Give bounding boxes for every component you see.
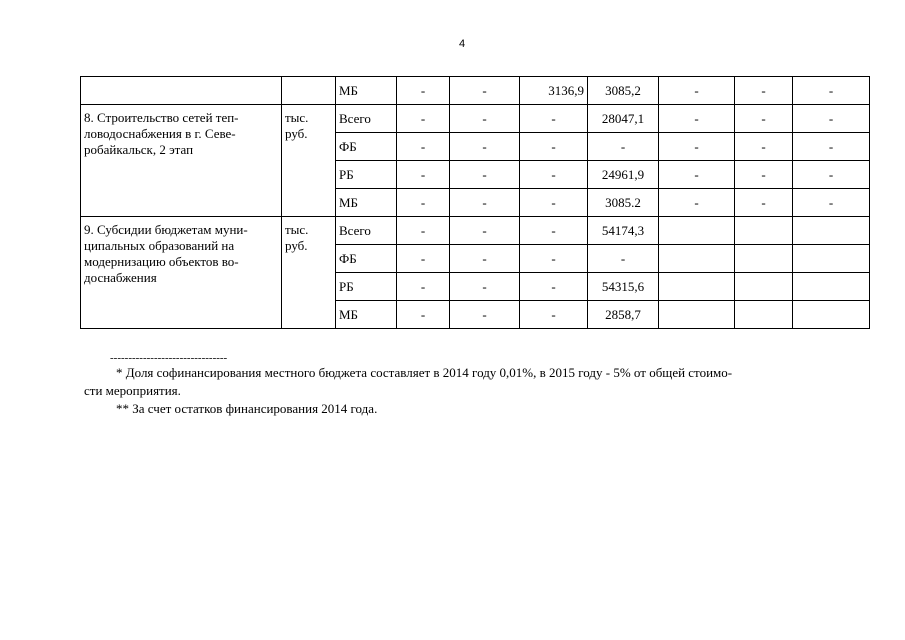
value-cell [659,273,735,301]
value-cell: - [397,77,450,105]
value-cell: - [450,161,520,189]
value-cell: - [450,189,520,217]
footnotes [84,352,870,418]
value-cell [735,301,793,329]
value-cell [735,273,793,301]
item-name-line: 8. Строительство сетей теп- [84,110,239,125]
value-cell: - [588,133,659,161]
value-cell: - [450,105,520,133]
value-cell [735,217,793,245]
value-cell: - [659,161,735,189]
page-number: 4 [458,38,466,50]
value-cell: - [520,133,588,161]
value-cell: - [735,105,793,133]
unit-line: руб. [285,126,308,141]
value-cell: - [397,105,450,133]
unit-cell-empty [282,77,336,105]
source-cell: ФБ [336,245,397,273]
unit-line: тыс. [285,222,309,237]
value-cell: - [659,189,735,217]
value-cell: - [450,245,520,273]
value-cell [659,217,735,245]
value-cell: - [735,161,793,189]
source-cell: Всего [336,105,397,133]
value-cell: - [397,161,450,189]
item-name-cell [81,217,282,329]
value-cell: - [520,301,588,329]
unit-line: руб. [285,238,308,253]
value-cell: - [793,189,870,217]
table-row [81,217,870,245]
value-cell: 54174,3 [588,217,659,245]
table-row [81,77,870,105]
value-cell: - [397,273,450,301]
value-cell: - [397,301,450,329]
item-name-line: ципальных образований на [84,238,235,253]
value-cell: - [397,133,450,161]
value-cell: - [659,77,735,105]
footnote-2: ** За счет остатков финансирования 2014 года. [116,401,378,416]
source-cell: МБ [336,189,397,217]
value-cell: - [450,273,520,301]
item-name-line: 9. Субсидии бюджетам муни- [84,222,248,237]
budget-table [80,76,870,329]
source-cell: РБ [336,161,397,189]
value-cell: 24961,9 [588,161,659,189]
value-cell: - [450,77,520,105]
value-cell: 2858,7 [588,301,659,329]
source-cell: МБ [336,301,397,329]
value-cell: - [397,245,450,273]
value-cell [659,301,735,329]
value-cell: 3136,9 [520,77,588,105]
value-cell: - [520,245,588,273]
value-cell: - [659,105,735,133]
footnote-separator: -------------------------------- [110,352,228,364]
value-cell [793,217,870,245]
source-cell: Всего [336,217,397,245]
value-cell: - [397,217,450,245]
value-cell [793,301,870,329]
unit-cell [282,105,336,217]
value-cell: 54315,6 [588,273,659,301]
value-cell [793,273,870,301]
value-cell: - [450,133,520,161]
value-cell: - [659,133,735,161]
item-name-cell [81,105,282,217]
item-name-line: доснабжения [84,270,157,285]
value-cell: 28047,1 [588,105,659,133]
value-cell: - [520,189,588,217]
value-cell: - [793,105,870,133]
value-cell: - [520,273,588,301]
value-cell [793,245,870,273]
footnote-1: * Доля софинансирования местного бюджета составляет в 2014 году 0,01%, в 2015 году - 5% от общей стоимо- [116,365,733,380]
value-cell: - [588,245,659,273]
value-cell: - [735,133,793,161]
value-cell [735,245,793,273]
value-cell: - [793,77,870,105]
value-cell: 3085,2 [588,77,659,105]
value-cell: 3085.2 [588,189,659,217]
value-cell: - [793,161,870,189]
item-name-line: робайкальск, 2 этап [84,142,194,157]
source-cell: ФБ [336,133,397,161]
source-cell: РБ [336,273,397,301]
value-cell: - [735,77,793,105]
unit-cell [282,217,336,329]
footnote-1-continuation: сти мероприятия. [84,383,181,398]
value-cell: - [793,133,870,161]
name-cell-empty [81,77,282,105]
item-name-line: ловодоснабжения в г. Севе- [84,126,236,141]
value-cell: - [735,189,793,217]
value-cell: - [397,189,450,217]
value-cell: - [520,217,588,245]
value-cell: - [520,161,588,189]
table-row [81,105,870,133]
source-cell: МБ [336,77,397,105]
unit-line: тыс. [285,110,309,125]
item-name-line: модернизацию объектов во- [84,254,239,269]
value-cell [659,245,735,273]
value-cell: - [520,105,588,133]
value-cell: - [450,217,520,245]
value-cell: - [450,301,520,329]
